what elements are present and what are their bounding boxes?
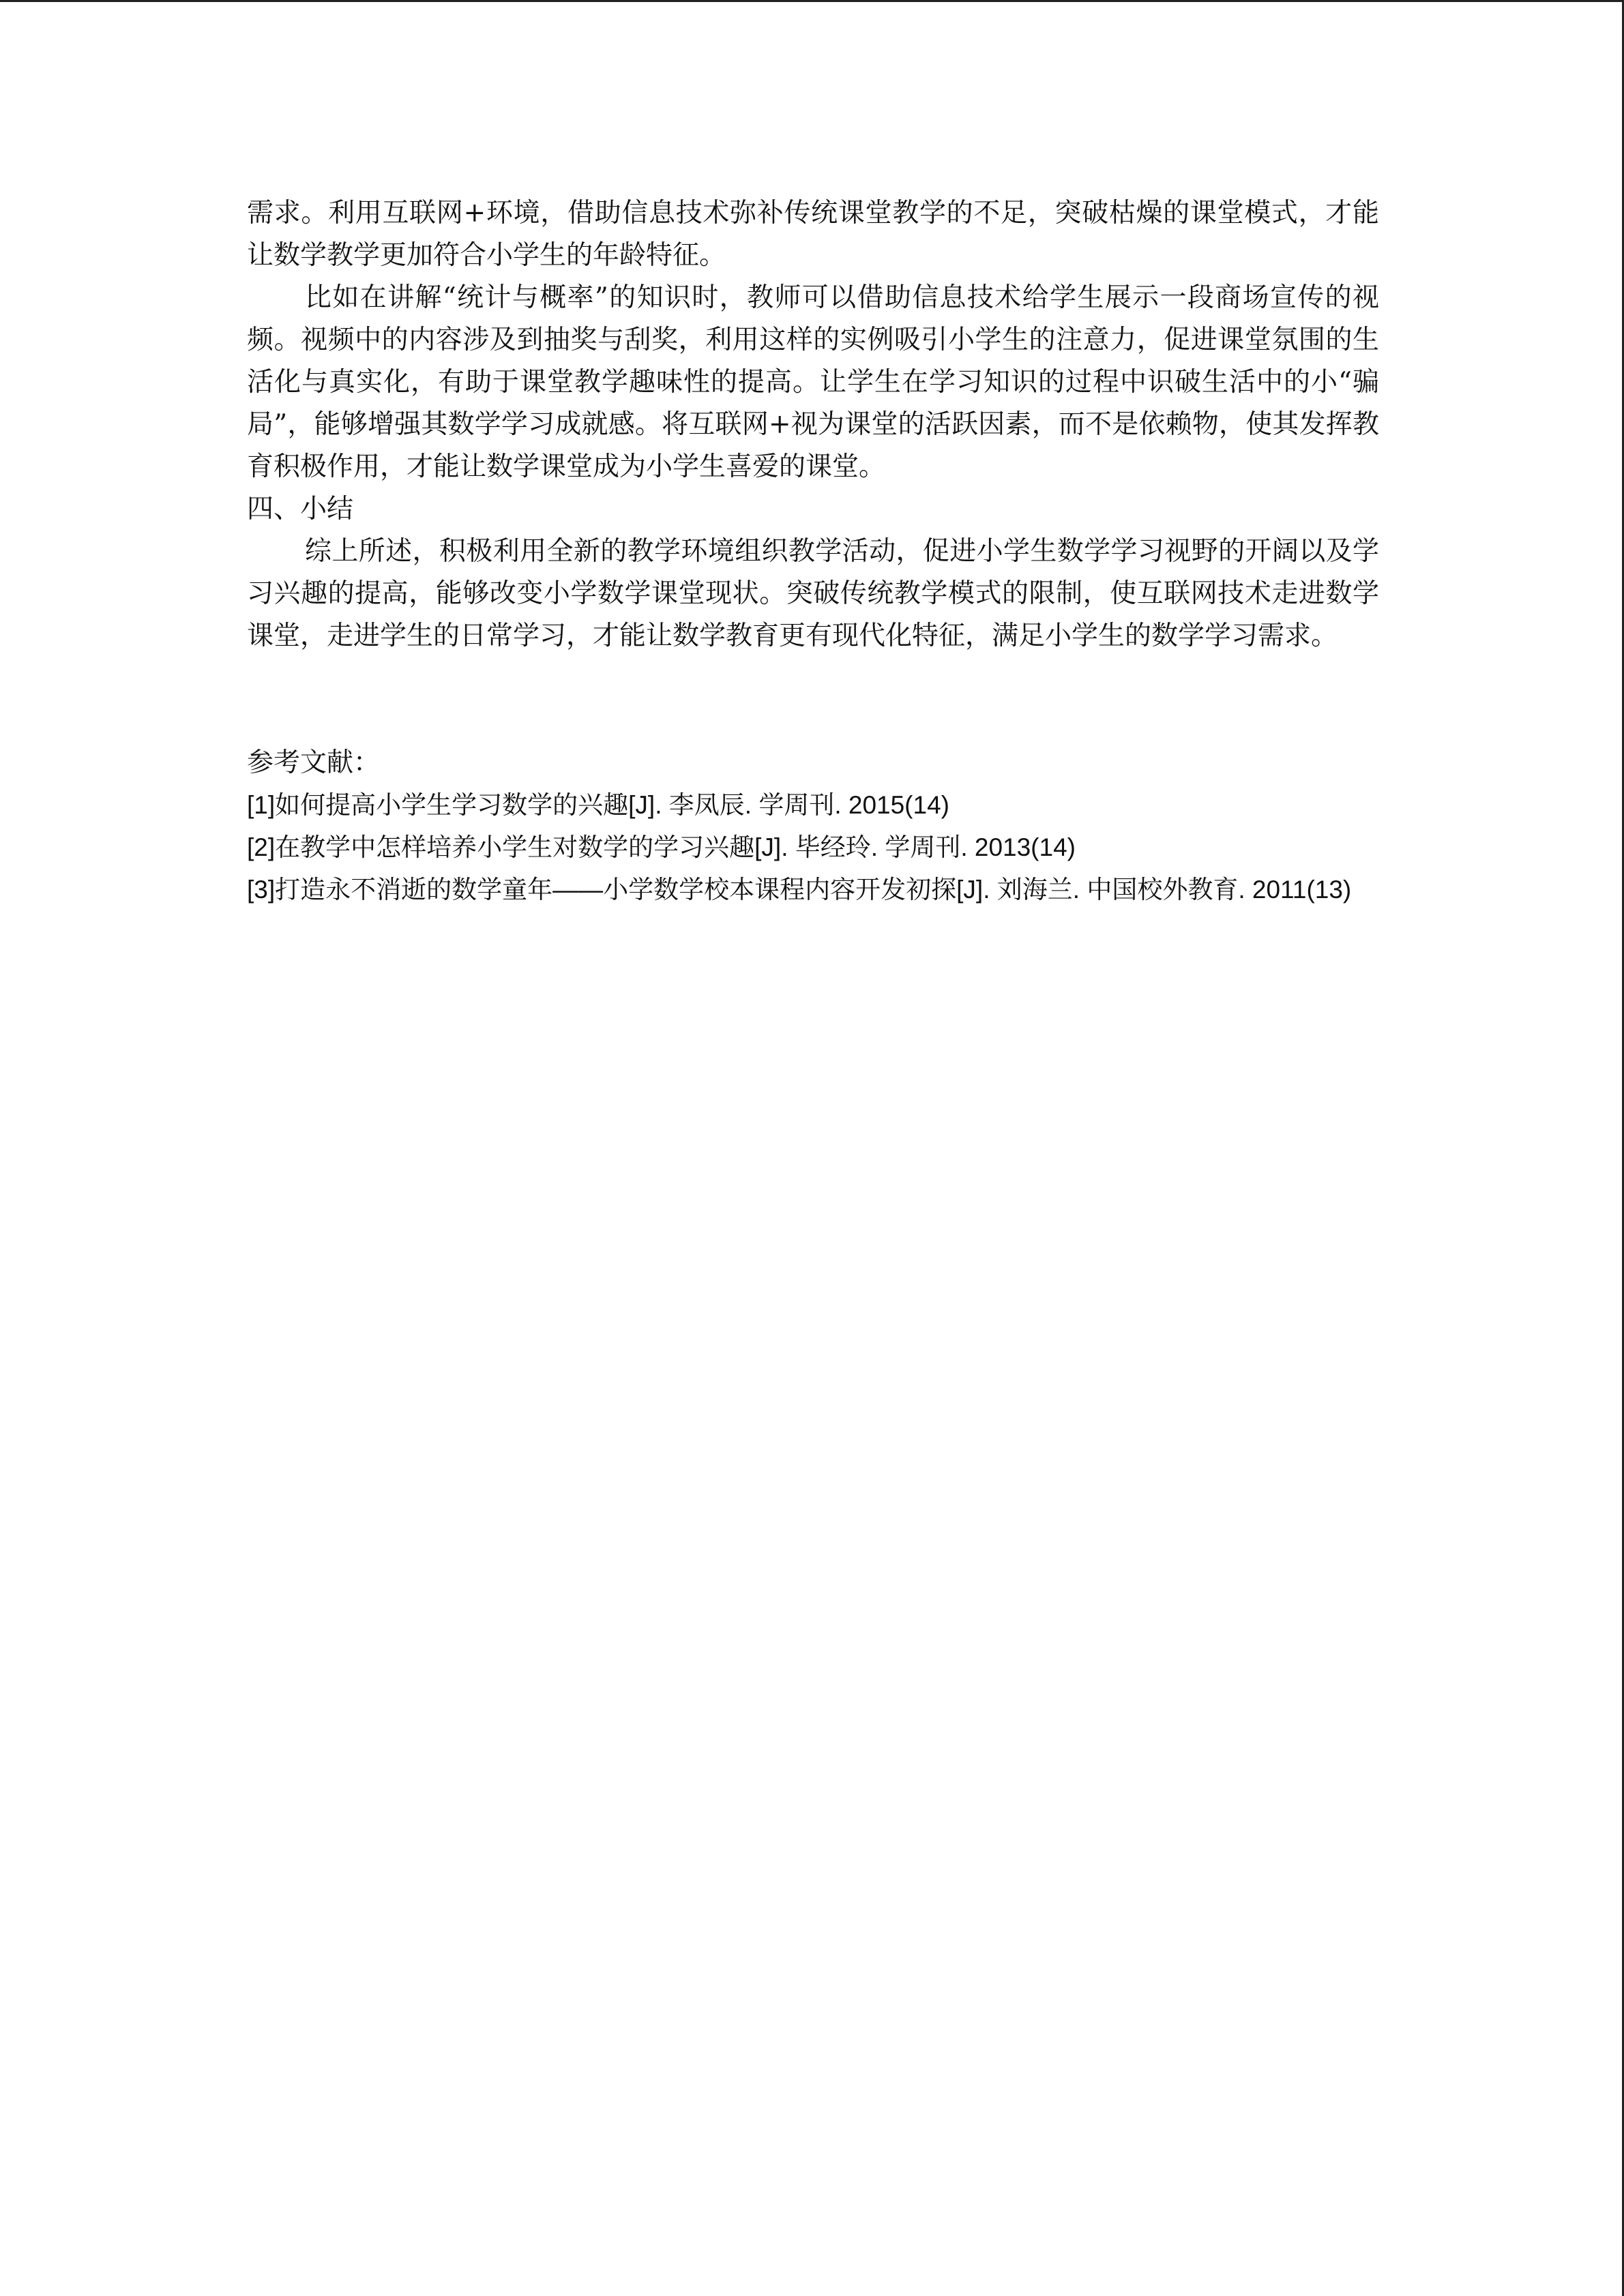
reference-item-2: [2]在教学中怎样培养小学生对数学的学习兴趣[J]. 毕经玲. 学周刊. 2013(14) <box>247 833 1076 861</box>
document-body <box>247 192 1379 911</box>
paragraph-summary: 综上所述，积极利用全新的教学环境组织教学活动，促进小学生数学学习视野的开阔以及学习兴趣的提高，能够改变小学数学课堂现状。突破传统教学模式的限制，使互联网技术走进数学课堂，走进学生的日常学习，才能让数学教育更有现代化特征，满足小学生的数学学习需求。 <box>247 536 1379 651</box>
paragraph-example: 比如在讲解“统计与概率”的知识时，教师可以借助信息技术给学生展示一段商场宣传的视频。视频中的内容涉及到抽奖与刮奖，利用这样的实例吸引小学生的注意力，促进课堂氛围的生活化与真实化，有助于课堂教学趣味性的提高。让学生在学习知识的过程中识破生活中的小“骗局”，能够增强其数学学习成就感。将互联网+视为课堂的活跃因素，而不是依赖物，使其发挥教育积极作用，才能让数学课堂成为小学生喜爱的课堂。 <box>247 282 1379 482</box>
section-heading: 四、小结 <box>247 494 354 524</box>
reference-item-3: [3]打造永不消逝的数学童年——小学数学校本课程内容开发初探[J]. 刘海兰. 中国校外教育. 2011(13) <box>247 876 1352 904</box>
references-title: 参考文献： <box>247 747 381 778</box>
section-spacer <box>247 657 1379 742</box>
reference-item-1: [1]如何提高小学生学习数学的兴趣[J]. 李凤辰. 学周刊. 2015(14) <box>247 791 949 819</box>
paragraph-continuation: 需求。利用互联网+环境，借助信息技术弥补传统课堂教学的不足，突破枯燥的课堂模式，才能让数学教学更加符合小学生的年龄特征。 <box>247 198 1379 271</box>
